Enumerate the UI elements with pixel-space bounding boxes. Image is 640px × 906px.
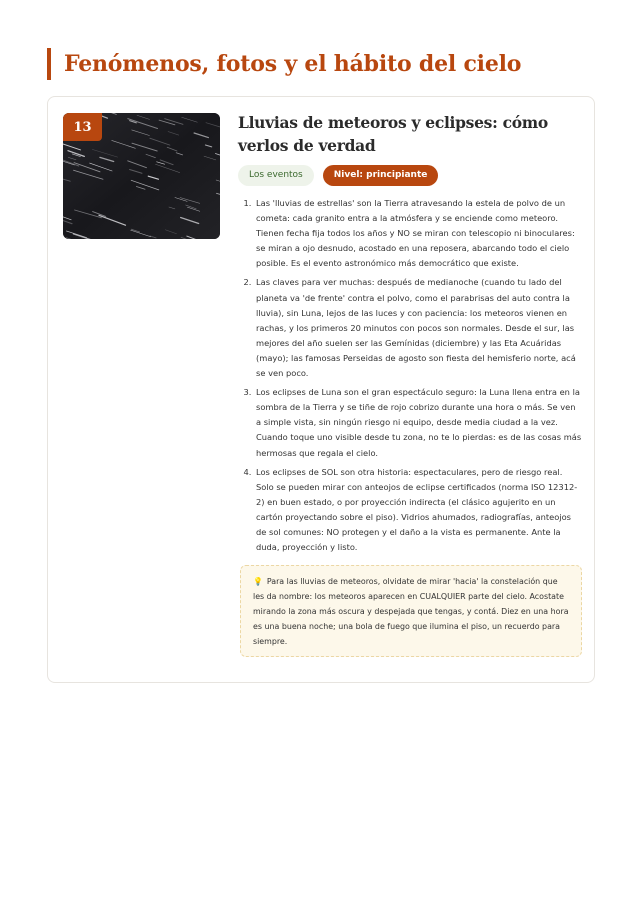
card-content (238, 111, 582, 657)
section-header (47, 48, 521, 80)
lightbulb-icon: 💡 (253, 577, 263, 587)
list-item: 4. Los eclipses de SOL son otra historia: espectaculares, pero de riesgo real. Solo se pueden mirar con anteojos de eclipse certificados (norma ISO 12312-2) en buen estado, o por proyección indirecta (el clásico agujerito en un cartón proyectando sobre el piso). Vidrios ahumados, radiografías, anteojos de sol comunes: NO protegen y el daño a la vista es permanente. Ante la duda, proyección y listo. (254, 465, 582, 556)
list-item: 2. Las claves para ver muchas: después de medianoche (cuando tu lado del planeta va 'de frente' contra el polvo, como el parabrisas del auto contra la lluvia), sin Luna, lejos de las luces y con paciencia: los meteoros vienen en rachas, y los primeros 20 minutos con pocos son normales. Desde el sur, las mejores del año suelen ser las Gemínidas (diciembre) y las Eta Acuáridas (mayo); las famosas Perseidas de agosto son fiesta del hemisferio norte, acá se ven poco. (254, 275, 582, 381)
tag-level: Nivel: principiante (323, 165, 439, 186)
section-title: Fenómenos, fotos y el hábito del cielo (64, 51, 522, 77)
tag-events: Los eventos (238, 165, 314, 186)
steps-list (238, 196, 582, 555)
section-accent-bar (47, 48, 51, 80)
card-title: Lluvias de meteoros y eclipses: cómo verlos de verdad (238, 113, 548, 155)
star-trails-photo (63, 113, 220, 239)
tag-list (238, 165, 582, 186)
tip-box (240, 565, 582, 657)
list-item: 3. Los eclipses de Luna son el gran espectáculo seguro: la Luna llena entra en la sombra de la Tierra y se tiñe de rojo cobrizo durante una hora o más. Se ven a simple vista, sin ningún riesgo ni equipo, desde media ciudad a la vez. Cuando toque uno visible desde tu zona, no te lo pierdas: es de las cosas más hermosas que regala el cielo. (254, 385, 582, 460)
tip-text: Para las lluvias de meteoros, olvidate de mirar 'hacia' la constelación que les da nombre: los meteoros aparecen en CUALQUIER parte del cielo. Acostate mirando la zona más oscura y despejada que tengas, y contá. Diez en una hora es una buena noche; una bola de fuego que ilumina el piso, un recuerdo para siempre. (253, 577, 569, 647)
list-item: 1. Las 'lluvias de estrellas' son la Tierra atravesando la estela de polvo de un cometa: cada granito entra a la atmósfera y se enciende como meteoro. Tienen fecha fija todos los años y NO se miran con telescopio ni binoculares: se miran a ojo desnudo, acostado en una reposera, abarcando todo el cielo posible. Es el evento astronómico más democrático que existe. (254, 196, 582, 271)
lesson-card (47, 96, 595, 683)
item-number-badge: 13 (63, 113, 102, 141)
